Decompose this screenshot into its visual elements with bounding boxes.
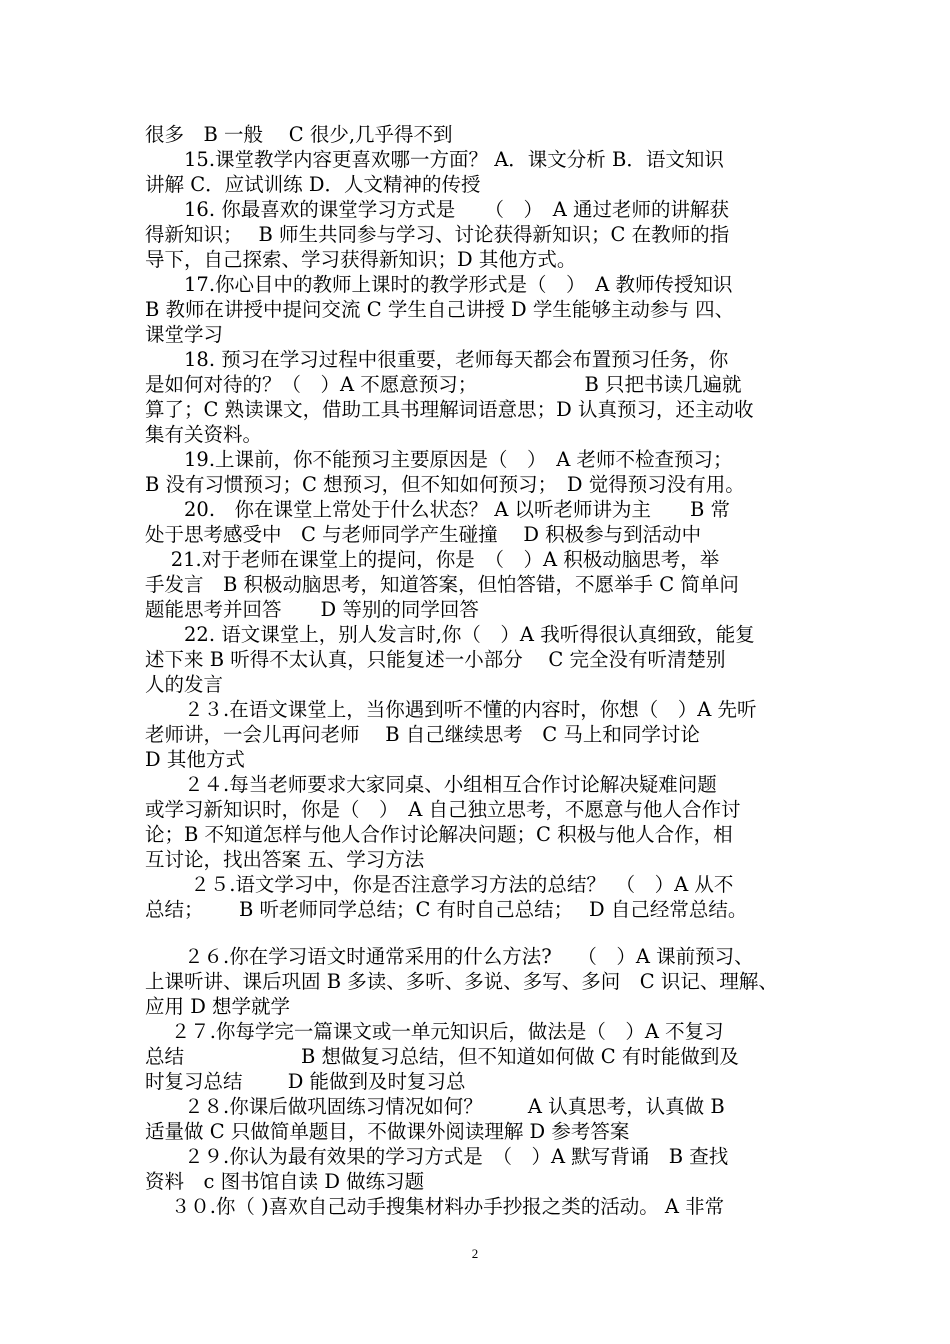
- text-line: 总结； B 听老师同学总结；C 有时自己总结； D 自己经常总结。: [145, 898, 748, 921]
- page-number: 2: [471, 1246, 479, 1261]
- text-line: D 其他方式: [145, 748, 245, 771]
- text-line: 应用 D 想学就学: [145, 995, 291, 1018]
- body-text: [145, 122, 815, 1219]
- text-line: 20. 你在课堂上常处于什么状态？ A 以听老师讲为主 B 常: [145, 498, 731, 521]
- text-line: ２６.你在学习语文时通常采用的什么方法? （ ）A 课前预习、: [145, 945, 754, 968]
- text-line: 讲解 C．应试训练 D．人文精神的传授: [145, 173, 481, 196]
- text-line: 集有关资料。: [145, 423, 263, 446]
- text-line: ２５.语文学习中，你是否注意学习方法的总结？ （ ）A 从不: [145, 873, 734, 896]
- text-line: 适量做 C 只做简单题目，不做课外阅读理解 D 参考答案: [145, 1120, 630, 1143]
- text-line: 老师讲，一会儿再问老师 B 自己继续思考 C 马上和同学讨论: [145, 723, 700, 746]
- text-line: 22. 语文课堂上，别人发言时,你（ ）A 我听得很认真细致，能复: [145, 623, 755, 646]
- text-line: 16. 你最喜欢的课堂学习方式是 （ ） A 通过老师的讲解获: [145, 198, 729, 221]
- text-line: ２３.在语文课堂上，当你遇到听不懂的内容时，你想（ ）A 先听: [145, 698, 757, 721]
- text-line: B 教师在讲授中提问交流 C 学生自己讲授 D 学生能够主动参与 四、: [145, 298, 735, 321]
- text-line: 21.对于老师在课堂上的提问，你是 （ ）A 积极动脑思考，举: [145, 548, 720, 571]
- text-line: 上课听讲、课后巩固 B 多读、多听、多说、多写、多问 C 识记、理解、: [145, 970, 778, 993]
- text-line: 导下，自己探索、学习获得新知识；D 其他方式。: [145, 248, 577, 271]
- text-line: 论；B 不知道怎样与他人合作讨论解决问题；C 积极与他人合作，相: [145, 823, 733, 846]
- blank-line: [145, 922, 815, 944]
- text-line: 互讨论，找出答案 五、学习方法: [145, 848, 425, 871]
- text-line: 是如何对待的？（ ）A 不愿意预习； B 只把书读几遍就: [145, 373, 742, 396]
- text-line: 总结 B 想做复习总结，但不知道如何做 C 有时能做到及: [145, 1045, 739, 1068]
- text-line: ２７.你每学完一篇课文或一单元知识后，做法是（ ）A 不复习: [145, 1020, 724, 1043]
- text-line: ２９.你认为最有效果的学习方式是 （ ）A 默写背诵 B 查找: [145, 1145, 729, 1168]
- text-line: 课堂学习: [145, 323, 224, 346]
- text-line: 述下来 B 听得不太认真，只能复述一小部分 C 完全没有听清楚别: [145, 648, 726, 671]
- text-line: B 没有习惯预习；C 想预习，但不知如何预习； D 觉得预习没有用。: [145, 473, 745, 496]
- text-line: ２８.你课后做巩固练习情况如何？ A 认真思考，认真做 B: [145, 1095, 725, 1118]
- text-line: 算了；C 熟读课文，借助工具书理解词语意思；D 认真预习，还主动收: [145, 398, 754, 421]
- text-line: 或学习新知识时，你是（ ） A 自己独立思考，不愿意与他人合作讨: [145, 798, 741, 821]
- text-line: 得新知识； B 师生共同参与学习、讨论获得新知识；C 在教师的指: [145, 223, 730, 246]
- text-line: 15.课堂教学内容更喜欢哪一方面？ A．课文分析 B．语文知识: [145, 148, 724, 171]
- text-line: 17.你心目中的教师上课时的教学形式是（ ） A 教师传授知识: [145, 273, 733, 296]
- text-line: 18. 预习在学习过程中很重要，老师每天都会布置预习任务，你: [145, 348, 729, 371]
- text-line: ３０.你（ )喜欢自己动手搜集材料办手抄报之类的活动。 A 非常: [145, 1195, 725, 1218]
- text-line: 资料 c 图书馆自读 D 做练习题: [145, 1170, 425, 1193]
- text-line: 题能思考并回答 D 等别的同学回答: [145, 598, 479, 621]
- text-line: 人的发言: [145, 673, 224, 696]
- text-line: 手发言 B 积极动脑思考，知道答案，但怕答错，不愿举手 C 简单问: [145, 573, 739, 596]
- text-line: 处于思考感受中 C 与老师同学产生碰撞 D 积极参与到活动中: [145, 523, 702, 546]
- text-line: 19.上课前，你不能预习主要原因是（ ） A 老师不检查预习；: [145, 448, 733, 471]
- text-line: ２４.每当老师要求大家同桌、小组相互合作讨论解决疑难问题: [145, 773, 717, 796]
- text-line: 时复习总结 D 能做到及时复习总: [145, 1070, 466, 1093]
- text-line: 很多 B 一般 C 很少,几乎得不到: [145, 123, 453, 146]
